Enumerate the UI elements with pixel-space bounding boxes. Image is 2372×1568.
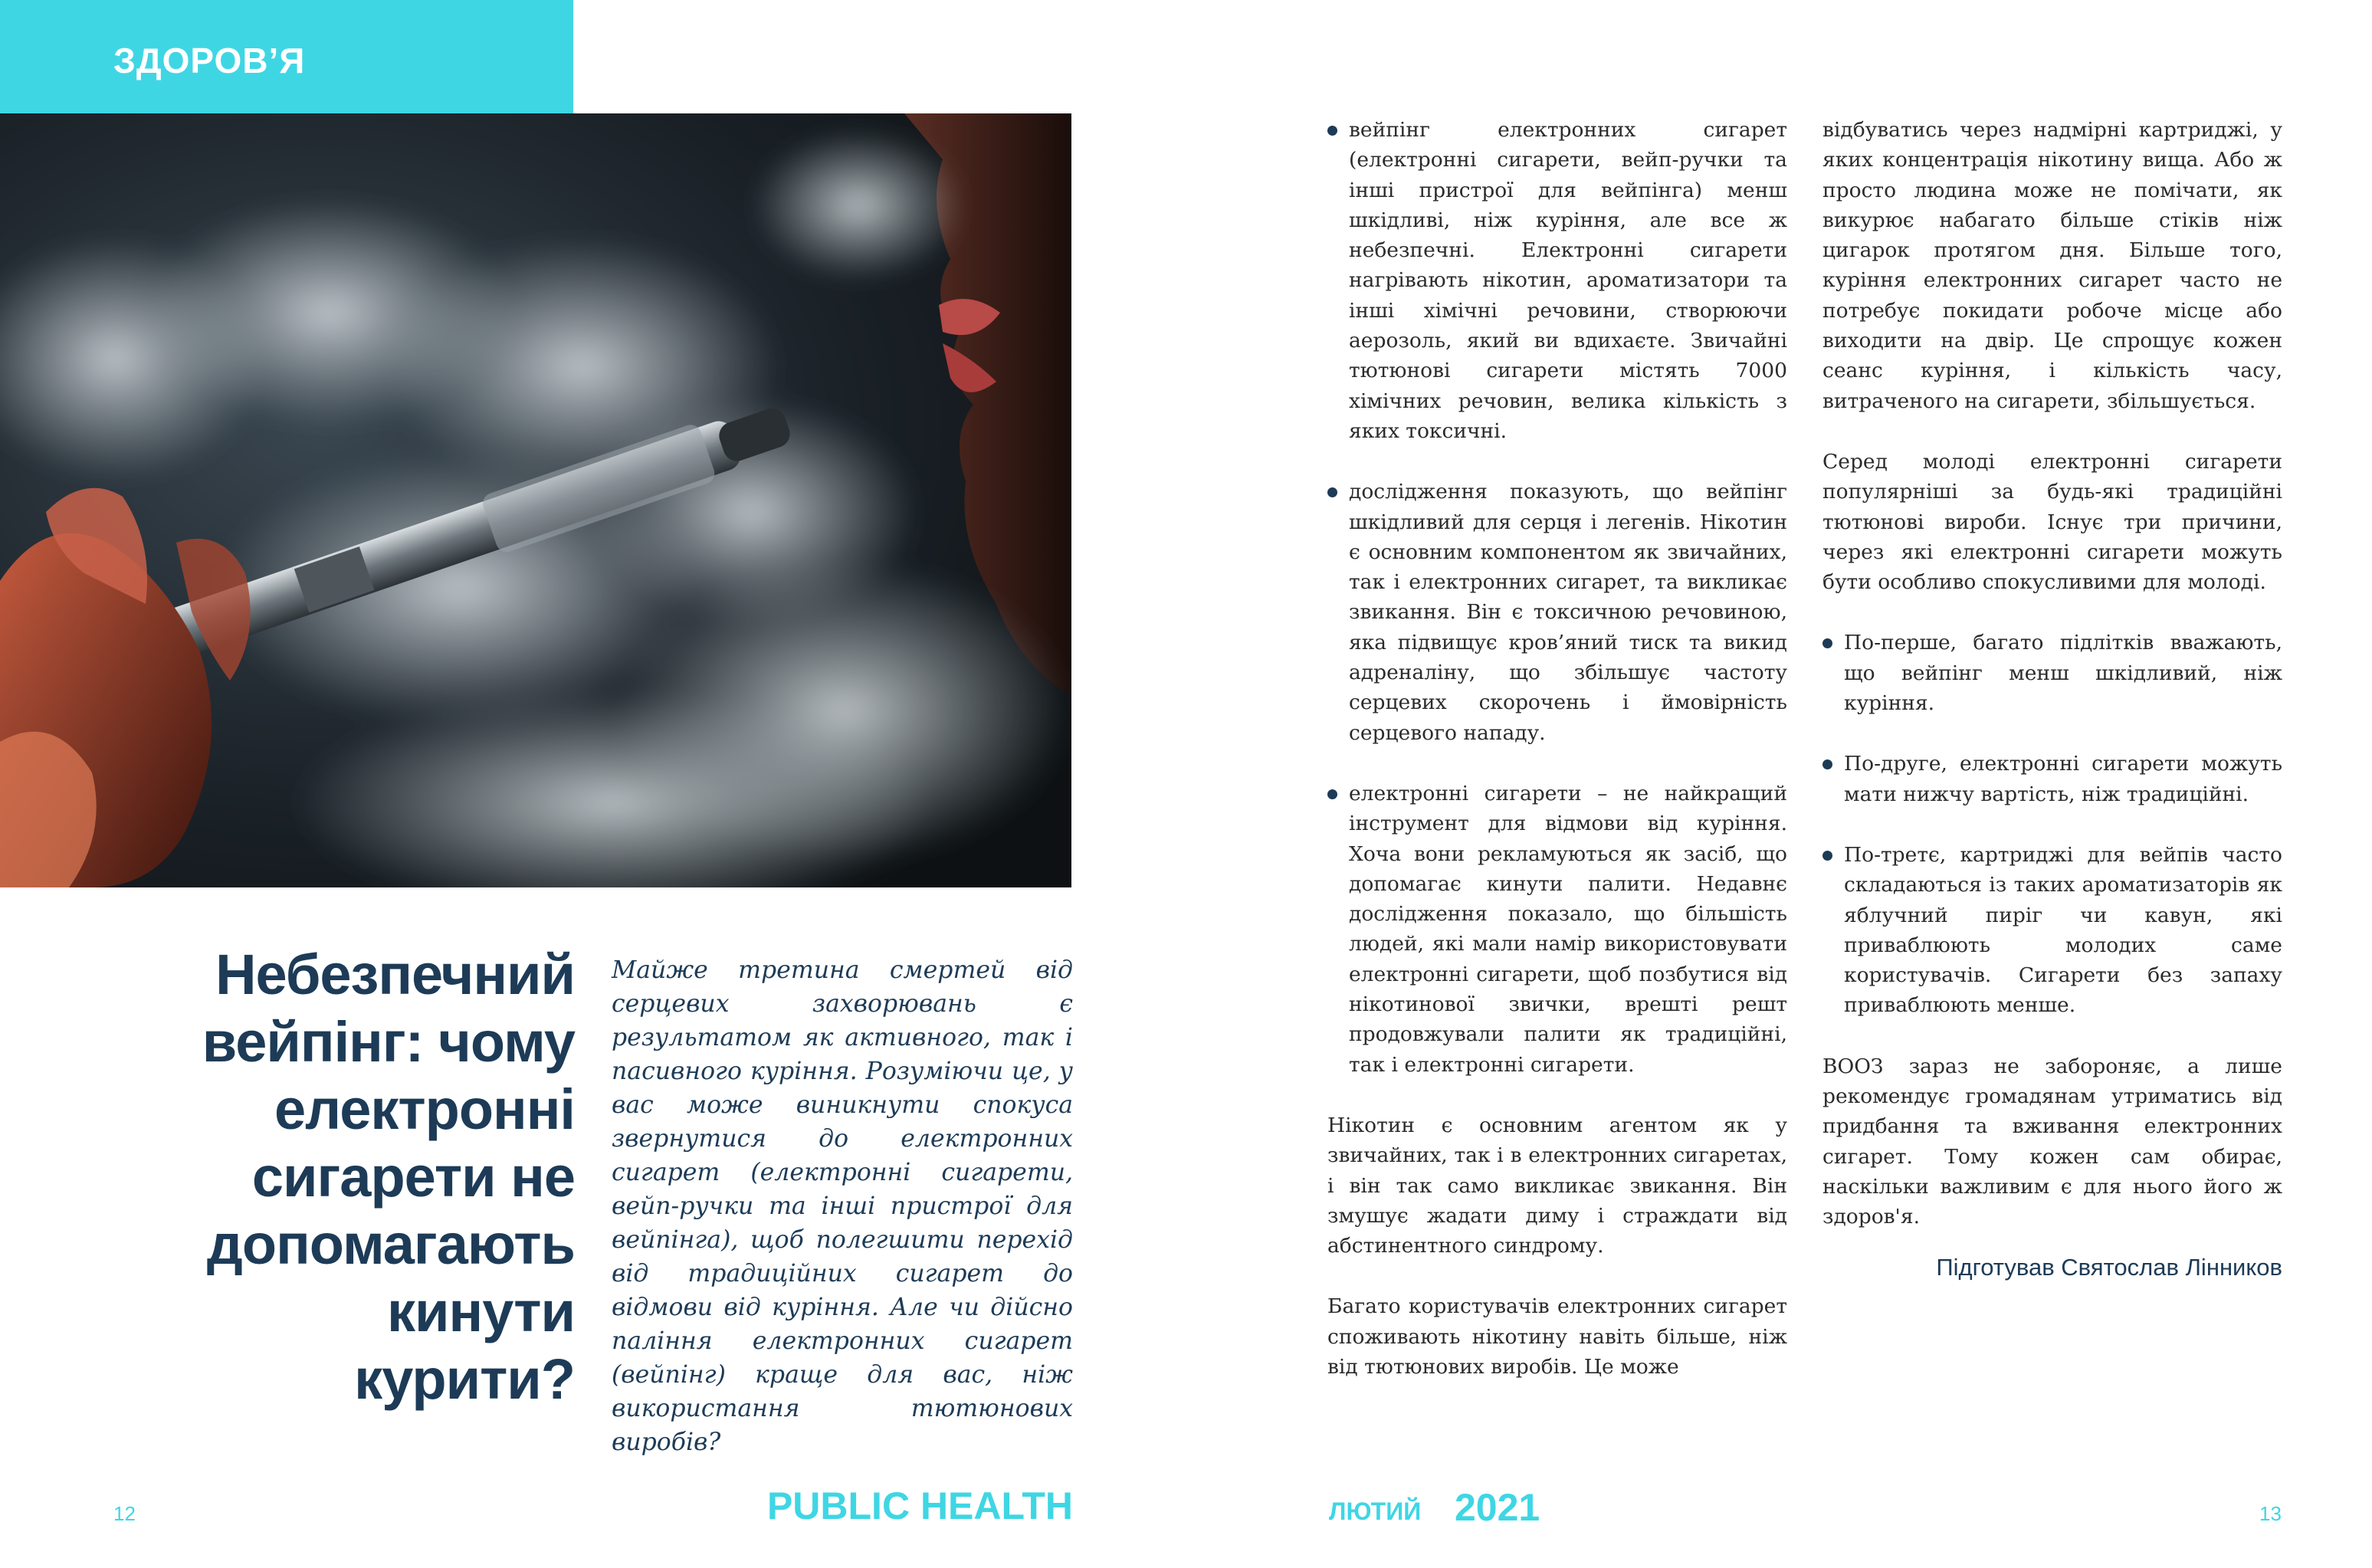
paragraph: Нікотин є основним агентом як у звичайних, так і в електронних сигаретах, і він так само викликає звикання. Він змушує жадати диму і страждати від абстинентного синдрому. [1327,1113,1787,1258]
page-number-left: 12 [113,1502,136,1525]
magazine-brand: PUBLIC HEALTH [766,1484,1073,1527]
bullet-paragraph: По-перше, багато підлітків вважають, що вейпінг менш шкідливий, ніж куріння. [1822,628,2282,718]
author-signature: Підготував Святослав Лінников [1936,1254,2282,1281]
page-number-right: 13 [2259,1502,2282,1525]
paragraph: відбуватись через надмірні картриджі, у яких концентрація нікотину вища. Або ж просто людина може не помічати, як викурює набагато більше стіків ніж цигарок протягом дня. Більше того, куріння електронних сигарет часто не потребує покидати робоче місце або виходити на двір. Це спрощує кожен сеанс куріння, і кількість часу, витраченого на сигарети, збільшується. [1822,118,2282,413]
issue-month: ЛЮТИЙ [1329,1497,1422,1525]
section-label: ЗДОРОВ’Я [113,41,306,80]
text-column-2 [1822,115,2282,1263]
article-title: Небезпечний вейпінг: чому електронні сигарети не допомагають кинути курити? [202,943,575,1411]
bullet-paragraph: електронні сигарети – не найкращий інструмент для відмови від куріння. Хоча вони рекламуються як засіб, що допомагає кинути палити. Недавнє дослідження показало, що більшість людей, які мали намір використовувати електронні сигарети, щоб позбутися від нікотинової звички, врешті решт продовжували палити як традиційні, так і електронні сигарети. [1327,779,1787,1080]
bullet-paragraph: По-третє, картриджі для вейпів часто складаються із таких ароматизаторів як яблучний пиріг чи кавун, які приваблюють молодих саме користувачів. Сигарети без запаху приваблюють менше. [1822,840,2282,1021]
vaping-photo [0,113,1071,887]
paragraph: Серед молоді електронні сигарети популярніші за будь-які традиційні тютюнові вироби. Існує три причини, через які електронні сигарети можуть бути особливо спокусливими для молоді. [1822,449,2282,595]
article-lede: Майже третина смертей від серцевих захворювань є результатом як активного, так і пасивного куріння. Розуміючи це, у вас може виникнути спокуса звернутися до електронних сигарет (електронні сигарети, вейп-ручки та інші пристрої для вейпінга), щоб полегшити перехід від традиційних сигарет до відмови від куріння. Але чи дійсно паління електронних сигарет (вейпінг) краще для вас, ніж використання тютюнових виробів? [612,956,1073,1456]
paragraph: Багато користувачів електронних сигарет споживають нікотину навіть більше, ніж від тютюнових виробів. Це може [1327,1294,1787,1379]
bullet-paragraph: вейпінг електронних сигарет (електронні сигарети, вейп-ручки та інші пристрої для вейпінга) менш шкідливі, ніж куріння, але все ж небезпечні. Електронні сигарети нагрівають нікотин, ароматизатори та інші хімічні речовини, створюючи аерозоль, який ви вдихаєте. Звичайні тютюнові сигарети містять 7000 хімічних речовин, велика кількість з яких токсичні. [1327,115,1787,446]
vaping-smoke-photo-icon [0,113,1071,887]
section-tab [0,0,573,113]
text-column-1 [1327,115,1787,1412]
paragraph: ВООЗ зараз не забороняє, а лише рекомендує громадянам утриматись від придбання та вживання електронних сигарет. Тому кожен сам обирає, наскільки важливим є для нього його ж здоров'я. [1822,1054,2282,1229]
bullet-paragraph: дослідження показують, що вейпінг шкідливий для серця і легенів. Нікотин є основним компонентом як звичайних, так і електронних сигарет, та викликає звикання. Він є токсичною речовиною, яка підвищує кров’яний тиск та викид адреналіну, що збільшує частоту серцевих скорочень і ймовірність серцевого нападу. [1327,477,1787,748]
bullet-paragraph: По-друге, електронні сигарети можуть мати нижчу вартість, ніж традиційні. [1822,749,2282,809]
issue-year: 2021 [1455,1486,1540,1529]
